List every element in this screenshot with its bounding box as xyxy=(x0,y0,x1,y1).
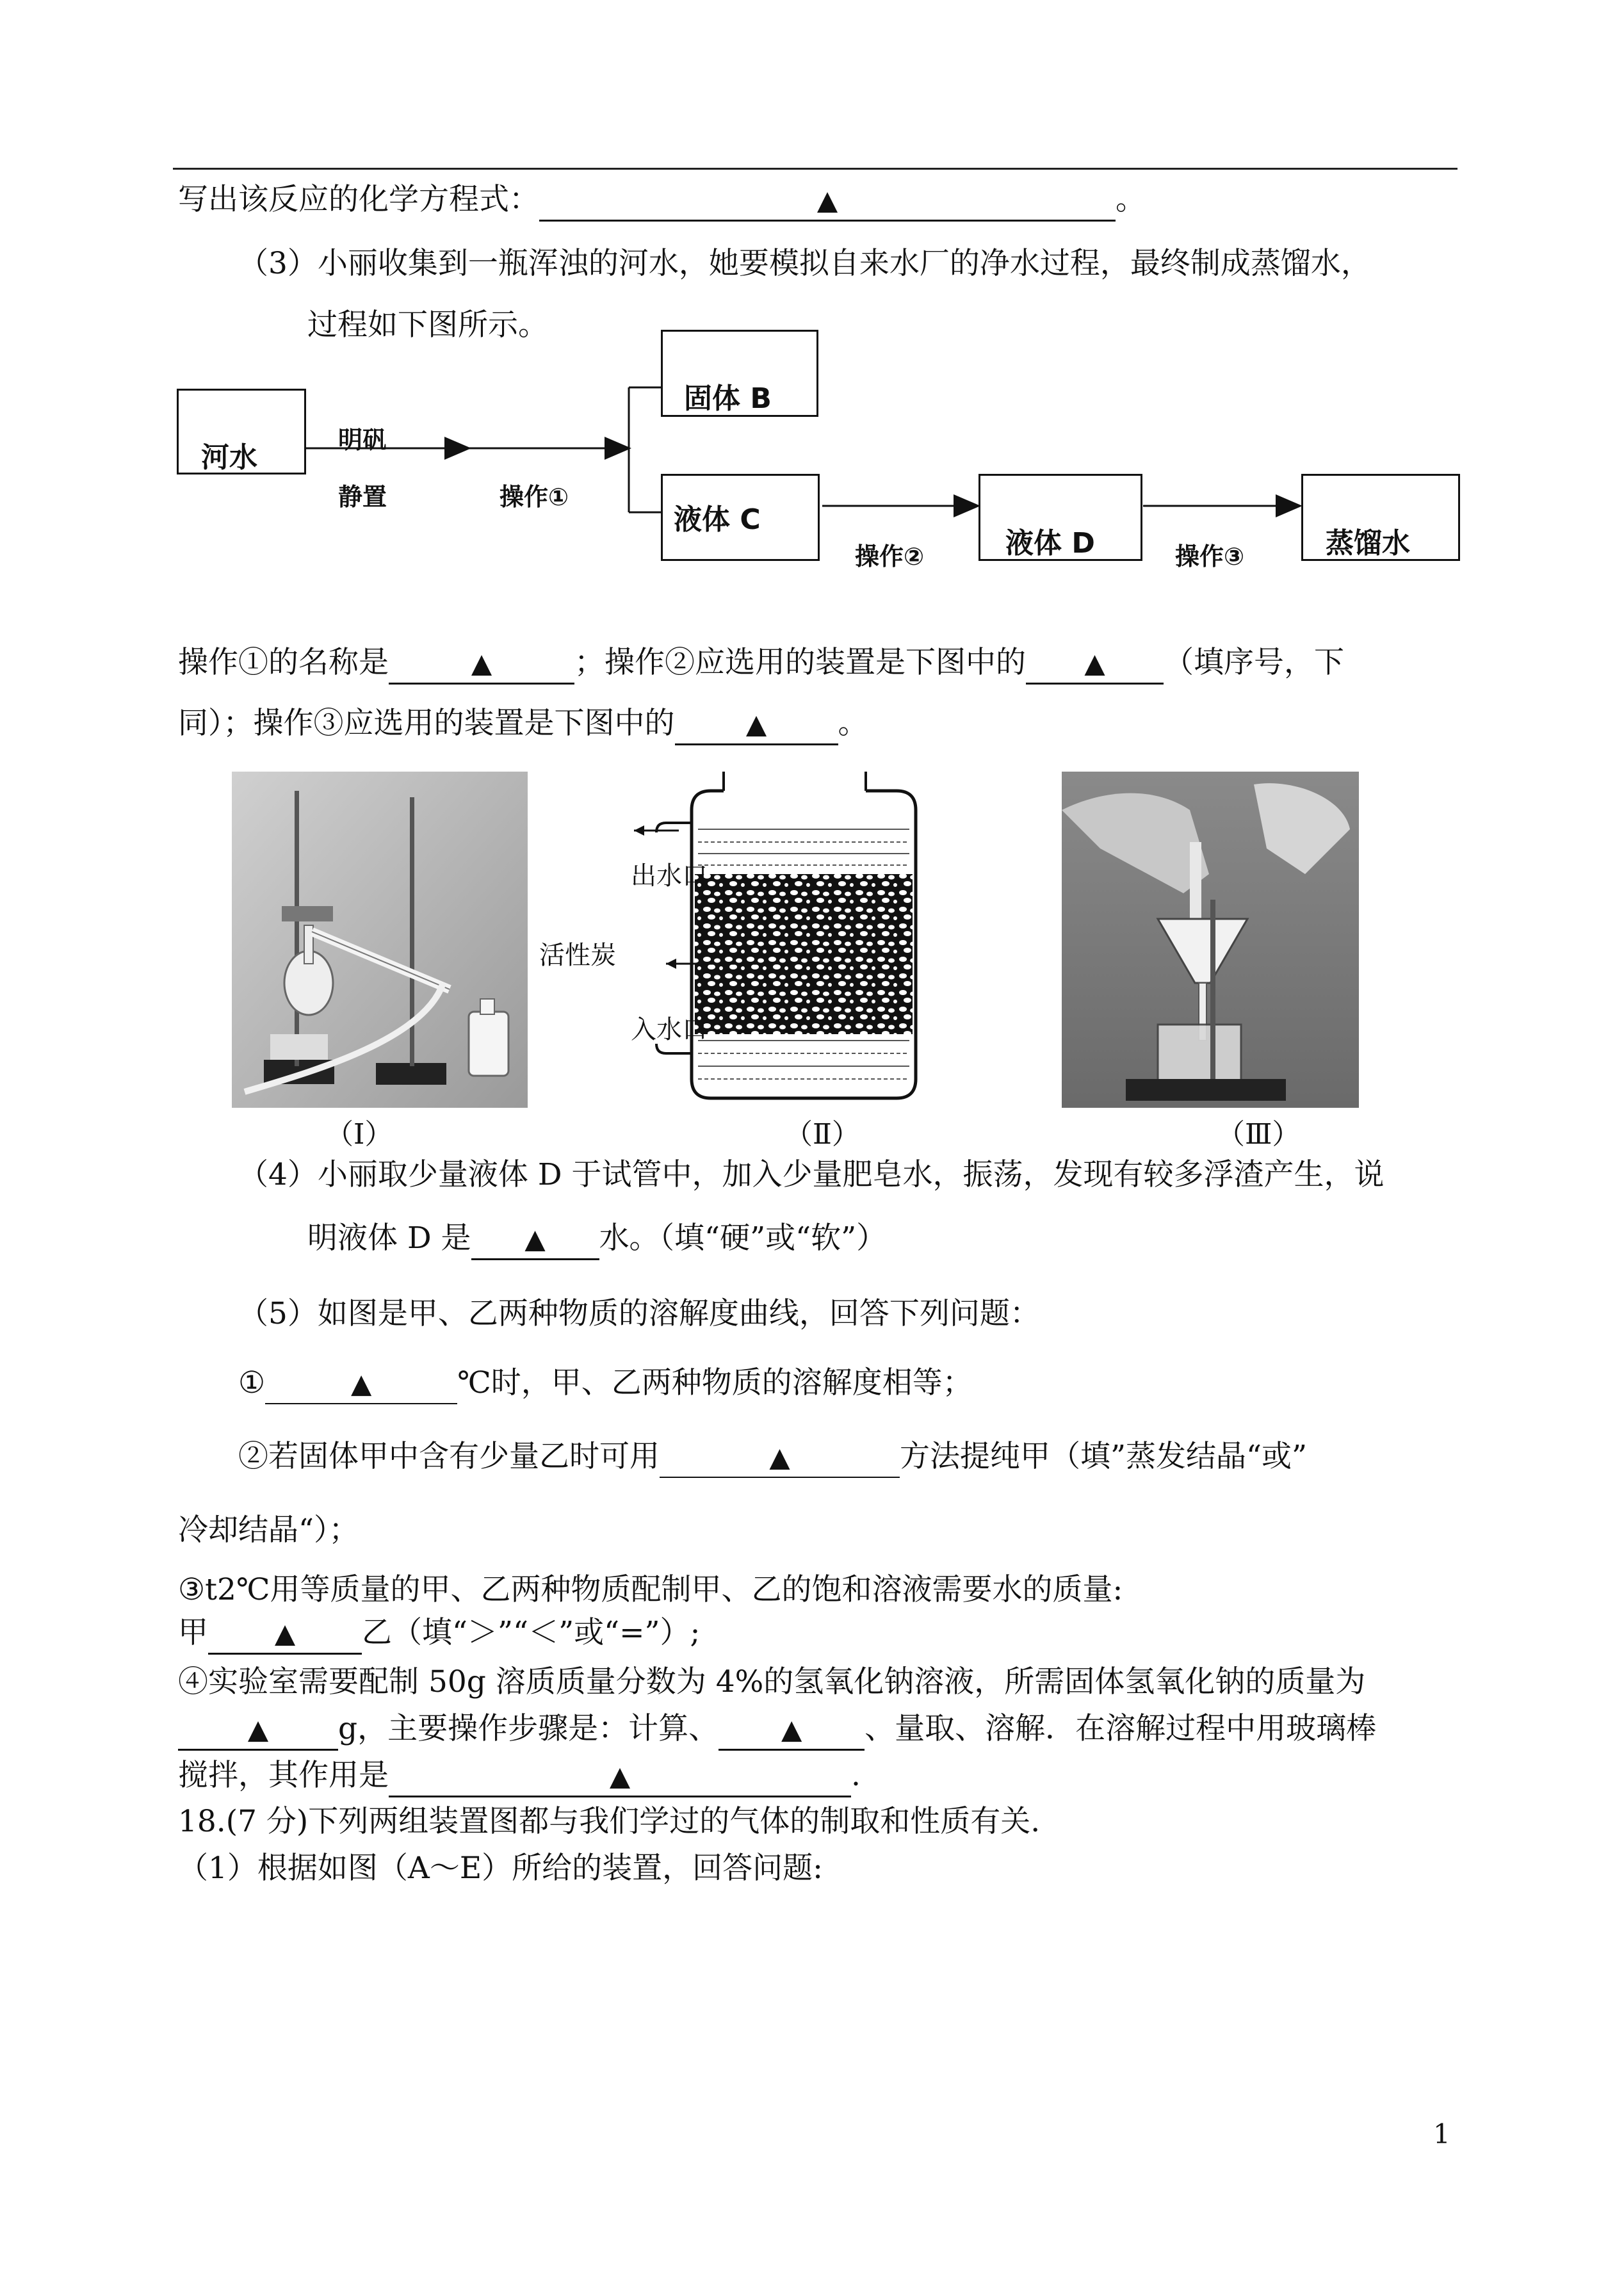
blank-stir-purpose[interactable] xyxy=(389,1756,851,1797)
label-solid-b: 固体 B xyxy=(684,382,772,415)
q5-text: 搅拌，其作用是 xyxy=(178,1758,389,1793)
blank-compare[interactable] xyxy=(208,1614,362,1655)
q4-text: 水。（填“硬”或“软”） xyxy=(599,1220,887,1256)
q5-text: ℃时，甲、乙两种物质的溶解度相等； xyxy=(457,1365,973,1400)
blank-op2-device[interactable] xyxy=(1026,644,1164,685)
q5-sub3-line2 xyxy=(178,1614,700,1655)
blank-marker: ▲ xyxy=(769,1441,790,1473)
caption-figure-1: （Ⅰ） xyxy=(325,1118,393,1151)
ops-text: 。 xyxy=(838,706,868,741)
figure-filtration-apparatus xyxy=(1062,772,1359,1108)
q5-intro: （5）如图是甲、乙两种物质的溶解度曲线，回答下列问题： xyxy=(238,1296,1040,1331)
ops-text: （填序号，下 xyxy=(1164,645,1344,680)
blank-water-type[interactable] xyxy=(471,1219,599,1260)
q5-sub4: ④实验室需要配制 50g 溶质质量分数为 4%的氢氧化钠溶液，所需固体氢氧化钠的质量为 xyxy=(178,1664,1366,1699)
blank-marker: ▲ xyxy=(471,647,492,679)
ops-text: 同）；操作③应选用的装置是下图中的 xyxy=(178,706,675,741)
ops-line1 xyxy=(178,644,1344,685)
q5-sub4-line2 xyxy=(178,1710,1376,1751)
q3-text-line2: 过程如下图所示。 xyxy=(307,307,548,343)
q5-sub3: ③t2℃用等质量的甲、乙两种物质配制甲、乙的饱和溶液需要水的质量: xyxy=(178,1572,1123,1607)
q5-text: g，主要操作步骤是：计算、 xyxy=(338,1711,719,1746)
label-inlet: 入水口 xyxy=(631,1015,708,1044)
figure-carbon-filter xyxy=(615,772,973,1111)
punctuation: 。 xyxy=(1116,182,1146,217)
ops-line2 xyxy=(178,704,868,745)
label-settle: 静置 xyxy=(338,483,387,511)
page-number: 1 xyxy=(1433,2118,1450,2150)
ops-text: ；操作②应选用的装置是下图中的 xyxy=(574,645,1026,680)
q5-sub4-line3 xyxy=(178,1756,861,1797)
blank-purify-method[interactable] xyxy=(660,1438,900,1478)
blank-temperature[interactable] xyxy=(265,1364,457,1404)
q18-title: 18.(7 分)下列两组装置图都与我们学过的气体的制取和性质有关. xyxy=(178,1804,1041,1839)
blank-marker: ▲ xyxy=(1084,647,1105,679)
blank-naoh-mass[interactable] xyxy=(178,1710,338,1751)
blank-marker: ▲ xyxy=(745,708,767,740)
blank-marker: ▲ xyxy=(274,1618,296,1649)
figure-distillation-apparatus xyxy=(232,772,528,1108)
blank-step[interactable] xyxy=(719,1710,865,1751)
blank-marker: ▲ xyxy=(816,184,838,216)
q5-text: . xyxy=(851,1758,861,1793)
blank-marker: ▲ xyxy=(524,1223,546,1254)
blank-marker: ▲ xyxy=(781,1714,802,1745)
label-op3: 操作③ xyxy=(1175,542,1245,571)
label-river: 河水 xyxy=(201,441,257,474)
q5-sub2-cont: 冷却结晶“）； xyxy=(178,1512,359,1548)
equation-prompt: 写出该反应的化学方程式： xyxy=(178,182,539,217)
caption-figure-2: （Ⅱ） xyxy=(784,1118,860,1151)
q3-text-line1: （3）小丽收集到一瓶浑浊的河水，她要模拟自来水厂的净水过程，最终制成蒸馏水， xyxy=(238,246,1371,281)
caption-figure-3: （Ⅲ） xyxy=(1217,1118,1301,1151)
label-alum: 明矾 xyxy=(338,426,387,454)
label-liquid-c: 液体 C xyxy=(674,503,761,536)
q5-text: 甲 xyxy=(178,1615,208,1650)
q18-sub: （1）根据如图（A～E）所给的装置，回答问题: xyxy=(178,1851,823,1886)
q5-text: 乙（填“＞”“＜”或“=”）; xyxy=(362,1615,701,1650)
blank-marker: ▲ xyxy=(350,1368,372,1399)
label-activated-carbon: 活性炭 xyxy=(539,941,616,970)
q5-sub1 xyxy=(238,1364,973,1404)
label-op1: 操作① xyxy=(499,483,569,511)
blank-op3-device[interactable] xyxy=(675,704,838,745)
q5-text: 、量取、溶解．在溶解过程中用玻璃棒 xyxy=(865,1711,1377,1746)
q4-line2 xyxy=(307,1219,886,1260)
blank-marker: ▲ xyxy=(247,1714,269,1745)
label-outlet: 出水口 xyxy=(631,861,708,891)
q5-text: ②若固体甲中含有少量乙时可用 xyxy=(238,1439,660,1474)
label-liquid-d: 液体 D xyxy=(1005,527,1095,560)
q4-text: 明液体 D 是 xyxy=(307,1220,471,1256)
q5-sub2 xyxy=(238,1438,1307,1478)
blank-op1-name[interactable] xyxy=(389,644,574,685)
blank-marker: ▲ xyxy=(609,1760,631,1792)
ops-text: 操作①的名称是 xyxy=(178,645,389,680)
q5-text: ① xyxy=(238,1365,266,1400)
label-op2: 操作② xyxy=(855,542,925,571)
label-distilled: 蒸馏水 xyxy=(1326,527,1410,560)
q5-text: 方法提纯甲（填”蒸发结晶“或” xyxy=(900,1439,1308,1474)
q4-line1: （4）小丽取少量液体 D 于试管中，加入少量肥皂水，振荡，发现有较多浮渣产生，说 xyxy=(238,1157,1384,1192)
